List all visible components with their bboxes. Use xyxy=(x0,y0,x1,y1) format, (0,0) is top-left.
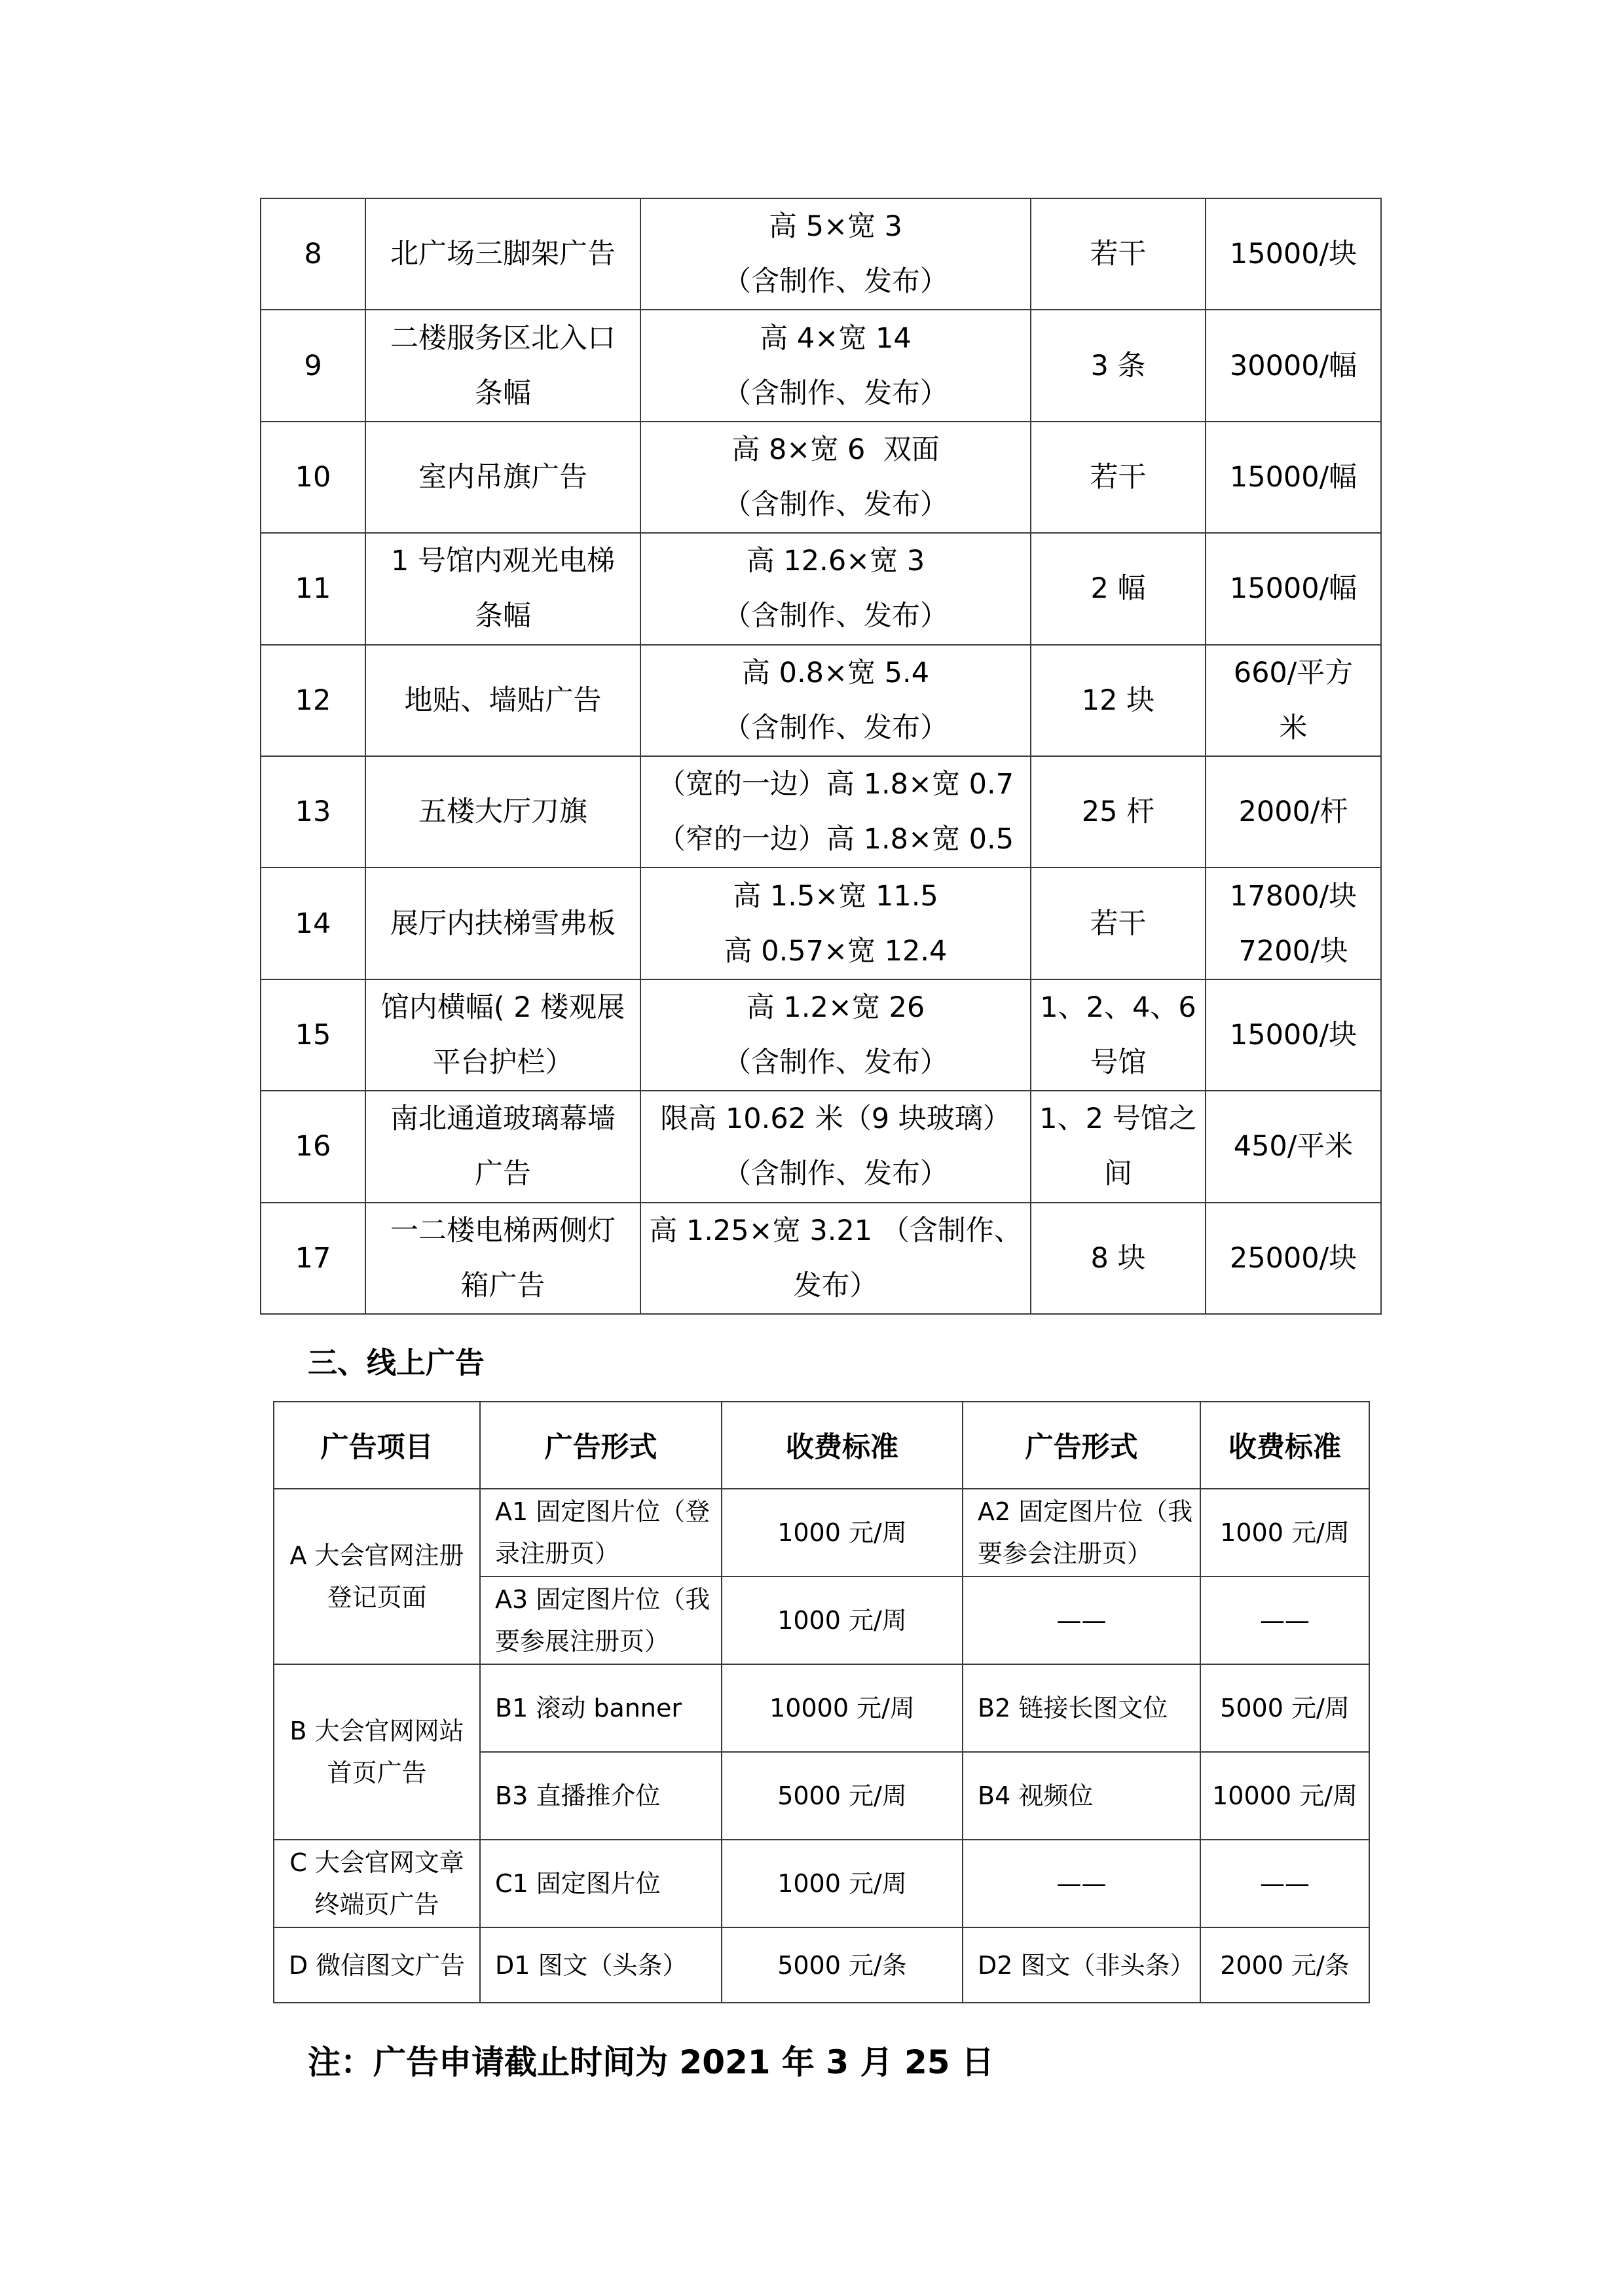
ad-price: 1000 元/周 xyxy=(722,1840,963,1927)
item-number: 17 xyxy=(261,1203,365,1314)
ad-form-empty: —— xyxy=(963,1840,1200,1927)
ad-form: A1 固定图片位（登 录注册页） xyxy=(480,1489,722,1576)
ad-form: D1 图文（头条） xyxy=(480,1927,722,2003)
ad-form-empty: —— xyxy=(963,1576,1200,1664)
item-spec: 高 1.25×宽 3.21 （含制作、 发布） xyxy=(640,1203,1031,1314)
item-spec: 高 8×宽 6 双面 （含制作、发布） xyxy=(640,422,1031,533)
table-row xyxy=(261,979,1381,1091)
item-spec: 高 4×宽 14 （含制作、发布） xyxy=(640,310,1031,421)
ad-price: 5000 元/周 xyxy=(722,1752,963,1840)
item-quantity: 1、2、4、6 号馆 xyxy=(1031,979,1206,1091)
ad-form: B4 视频位 xyxy=(963,1752,1200,1840)
table-row xyxy=(274,1840,1369,1927)
column-header-price: 收费标准 xyxy=(1200,1402,1369,1489)
ad-project: C 大会官网文章 终端页广告 xyxy=(274,1840,480,1927)
table-header-row xyxy=(274,1402,1369,1489)
item-spec: 高 5×宽 3 （含制作、发布） xyxy=(640,198,1031,310)
item-name: 一二楼电梯两侧灯 箱广告 xyxy=(365,1203,640,1314)
item-number: 14 xyxy=(261,867,365,979)
item-number: 12 xyxy=(261,645,365,756)
item-number: 13 xyxy=(261,756,365,867)
ad-project: A 大会官网注册 登记页面 xyxy=(274,1489,480,1664)
item-name: 南北通道玻璃幕墙 广告 xyxy=(365,1091,640,1202)
item-name: 展厅内扶梯雪弗板 xyxy=(365,867,640,979)
item-spec: 高 0.8×宽 5.4 （含制作、发布） xyxy=(640,645,1031,756)
item-quantity: 若干 xyxy=(1031,198,1206,310)
item-spec: 限高 10.62 米（9 块玻璃） （含制作、发布） xyxy=(640,1091,1031,1202)
column-header-form: 广告形式 xyxy=(480,1402,722,1489)
table-row xyxy=(274,1664,1369,1752)
item-quantity: 若干 xyxy=(1031,867,1206,979)
item-price: 2000/杆 xyxy=(1206,756,1381,867)
item-price: 25000/块 xyxy=(1206,1203,1381,1314)
ad-project: B 大会官网网站 首页广告 xyxy=(274,1664,480,1840)
item-name: 五楼大厅刀旗 xyxy=(365,756,640,867)
table-row xyxy=(274,1927,1369,2003)
table-row xyxy=(261,645,1381,756)
item-quantity: 12 块 xyxy=(1031,645,1206,756)
ad-price: 1000 元/周 xyxy=(1200,1489,1369,1576)
ad-price: 1000 元/周 xyxy=(722,1489,963,1576)
item-name: 1 号馆内观光电梯 条幅 xyxy=(365,533,640,644)
table-row xyxy=(261,533,1381,644)
item-price: 17800/块 7200/块 xyxy=(1206,867,1381,979)
item-number: 10 xyxy=(261,422,365,533)
table-row xyxy=(261,756,1381,867)
item-name: 馆内横幅( 2 楼观展 平台护栏） xyxy=(365,979,640,1091)
ad-form: C1 固定图片位 xyxy=(480,1840,722,1927)
item-quantity: 2 幅 xyxy=(1031,533,1206,644)
ad-form: B2 链接长图文位 xyxy=(963,1664,1200,1752)
item-quantity: 1、2 号馆之 间 xyxy=(1031,1091,1206,1202)
table-row xyxy=(261,422,1381,533)
item-spec: 高 1.5×宽 11.5 高 0.57×宽 12.4 xyxy=(640,867,1031,979)
ad-price: 5000 元/条 xyxy=(722,1927,963,2003)
ad-form: D2 图文（非头条） xyxy=(963,1927,1200,2003)
ad-form: B3 直播推介位 xyxy=(480,1752,722,1840)
item-spec: 高 12.6×宽 3 （含制作、发布） xyxy=(640,533,1031,644)
table-row xyxy=(261,198,1381,310)
ad-price: 2000 元/条 xyxy=(1200,1927,1369,2003)
ad-price: 10000 元/周 xyxy=(722,1664,963,1752)
item-spec: （宽的一边）高 1.8×宽 0.7 （窄的一边）高 1.8×宽 0.5 xyxy=(640,756,1031,867)
item-spec: 高 1.2×宽 26 （含制作、发布） xyxy=(640,979,1031,1091)
item-price: 660/平方 米 xyxy=(1206,645,1381,756)
item-quantity: 3 条 xyxy=(1031,310,1206,421)
ad-price-empty: —— xyxy=(1200,1840,1369,1927)
item-price: 15000/幅 xyxy=(1206,533,1381,644)
online-ad-table xyxy=(273,1401,1370,2003)
ad-form: A2 固定图片位（我 要参会注册页） xyxy=(963,1489,1200,1576)
column-header-form: 广告形式 xyxy=(963,1402,1200,1489)
item-name: 地贴、墙贴广告 xyxy=(365,645,640,756)
item-price: 15000/块 xyxy=(1206,979,1381,1091)
item-number: 11 xyxy=(261,533,365,644)
ad-price: 1000 元/周 xyxy=(722,1576,963,1664)
offline-ad-table xyxy=(260,198,1382,1315)
table-row xyxy=(261,1203,1381,1314)
deadline-note: 注：广告申请截止时间为 2021 年 3 月 25 日 xyxy=(308,2043,994,2081)
column-header-project: 广告项目 xyxy=(274,1402,480,1489)
item-price: 15000/幅 xyxy=(1206,422,1381,533)
ad-price: 10000 元/周 xyxy=(1200,1752,1369,1840)
table-row xyxy=(274,1489,1369,1576)
item-price: 15000/块 xyxy=(1206,198,1381,310)
item-name: 北广场三脚架广告 xyxy=(365,198,640,310)
item-quantity: 25 杆 xyxy=(1031,756,1206,867)
item-name: 二楼服务区北入口 条幅 xyxy=(365,310,640,421)
ad-form: B1 滚动 banner xyxy=(480,1664,722,1752)
item-price: 450/平米 xyxy=(1206,1091,1381,1202)
ad-price-empty: —— xyxy=(1200,1576,1369,1664)
item-quantity: 若干 xyxy=(1031,422,1206,533)
item-number: 15 xyxy=(261,979,365,1091)
column-header-price: 收费标准 xyxy=(722,1402,963,1489)
table-row xyxy=(261,867,1381,979)
ad-project: D 微信图文广告 xyxy=(274,1927,480,2003)
section-title-online-ads: 三、线上广告 xyxy=(308,1345,485,1380)
table-row xyxy=(261,1091,1381,1202)
item-number: 8 xyxy=(261,198,365,310)
table-row xyxy=(261,310,1381,421)
item-number: 9 xyxy=(261,310,365,421)
item-price: 30000/幅 xyxy=(1206,310,1381,421)
item-number: 16 xyxy=(261,1091,365,1202)
item-name: 室内吊旗广告 xyxy=(365,422,640,533)
item-quantity: 8 块 xyxy=(1031,1203,1206,1314)
ad-form: A3 固定图片位（我 要参展注册页） xyxy=(480,1576,722,1664)
ad-price: 5000 元/周 xyxy=(1200,1664,1369,1752)
